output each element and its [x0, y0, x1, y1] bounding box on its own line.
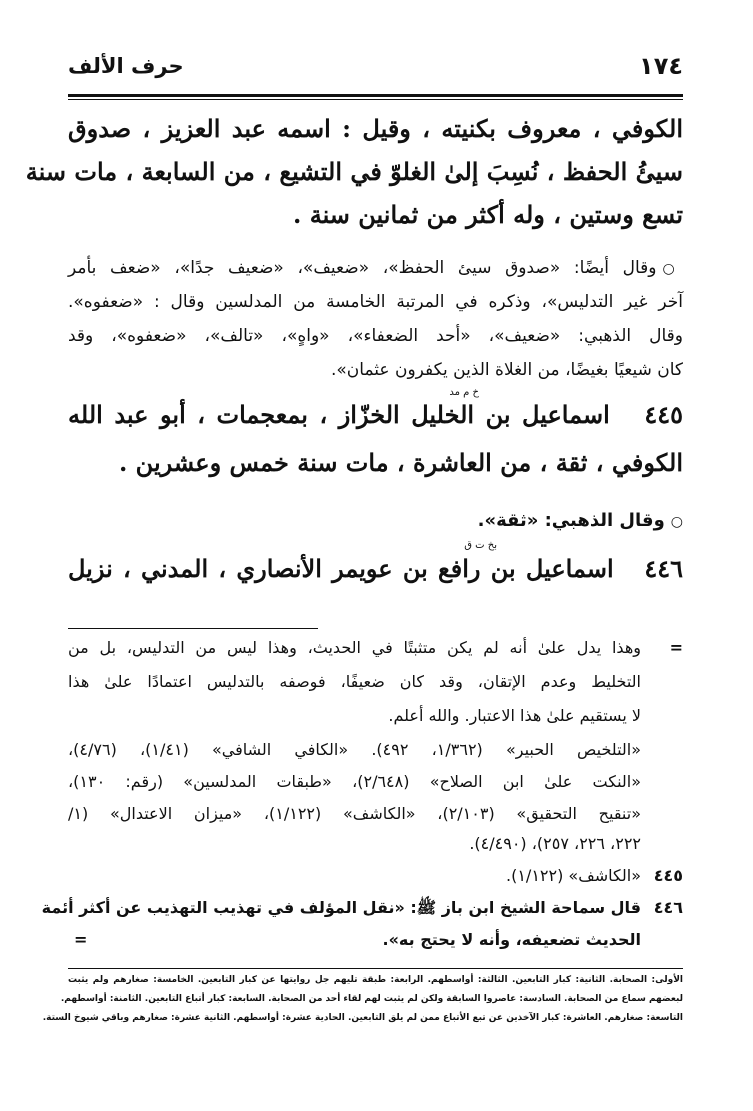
header-rule — [68, 94, 683, 97]
entry-line: تسع وستين ، وله أكثر من ثمانين سنة . — [292, 200, 683, 229]
circle-bullet-icon: ○ — [662, 261, 683, 277]
footnote-label: ٤٤٥ — [653, 866, 683, 885]
note-line: ○وقال أيضًا: «صدوق سيئ الحفظ»، «ضعيف»، «ضعيف جدًا»، «ضعف بأمر — [68, 258, 683, 278]
footnote-separator — [68, 628, 318, 629]
rumuz-symbol: خ م مد — [449, 387, 479, 398]
tabaqat-line: الأولى: الصحابة. الثانية: كبار التابعين. الثالثة: أواسطهم. الرابعة: طبقة تليهم جل روايتها عن كبار التابعين. الخامسة: صغارهم ولم يثبت — [68, 975, 683, 985]
tabaqat-rule — [68, 968, 683, 969]
section-title: حرف الألف — [68, 54, 184, 78]
entry-line — [68, 554, 683, 583]
circle-bullet-icon: ○ — [670, 514, 683, 530]
footnote-label: ٤٤٦ — [653, 898, 683, 917]
note-line: وقال الذهبي: «ضعيف»، «أحد الضعفاء»، «واهٍ»، «تالف»، «ضعفوه»، وقد — [68, 326, 683, 346]
continuation-marker: = — [669, 638, 683, 657]
page-header — [68, 52, 683, 88]
tabaqat-line: التاسعة: صغارهم. العاشرة: كبار الآخذين عن تبع الأتباع ممن لم يلق التابعين. الحادية عشرة: أواسطهم. الثانية عشرة: صغارهم وباقي شيوخ الستة. — [42, 1013, 683, 1023]
continuation-marker: = — [74, 930, 88, 949]
header-rule-thin — [68, 99, 683, 100]
entry-number: ٤٤٦ — [644, 554, 683, 583]
note-line: ○وقال الذهبي: «ثقة». — [477, 510, 683, 531]
note-line: كان شيعيًا بغيضًا، من الغلاة الذين يكفرون عثمان». — [330, 360, 683, 380]
rumuz-symbol: بخ ت ق — [464, 540, 497, 551]
note-line: آخر غير التدليس»، وذكره في المرتبة الخامسة من المدلسين وقال : «ضعفوه». — [68, 292, 683, 312]
page: ١٧٤ حرف الألف الكوفي ، معروف بكنيته ، وقيل : اسمه عبد العزيز ، صدوق سيئُ الحفظ ، نُسِبَ إلىٰ الغلوّ في التشيع ، من السابعة ، مات سنة تسع وستين ، وله أكثر من ثمانين سنة . ○وقال أيضًا: «صدوق سيئ الحفظ»، «ضعيف»، «ضعيف جدًا»، «ضعف بأمر آخر غير التدليس»، وذكره في المرتبة الخامسة من المدلسين وقال : «ضعفوه». وقال الذهبي: «ضعيف»، «أحد الضعفاء»، «واهٍ»، «تالف»، «ضعفوه»، وقد كان شيعيًا بغيضًا، من الغلاة الذين يكفرون عثمان». خ م مد ٤٤٥ اسماعيل بن الخليل الخزّاز ، بمعجمات ، أبو عبد الله الكوفي ، ثقة ، من العاشرة ، مات سنة خمس وعشرين . ○وقال الذهبي: «ثقة». بخ ت ق ٤٤٦ اسماعيل بن رافع بن عويمر الأنصاري ، المدني ، نزيل = وهذا يدل علىٰ أنه لم يكن متثبتًا في الحديث، وهذا ليس من التدليس، بل من التخليط وعدم الإتقان، وقد كان ضعيفًا، فوصفه بالتدليس اعتمادًا علىٰ هذا لا يستقيم علىٰ هذا الاعتبار. والله أعلم. «التلخيص الحبير» (١/٣٦٢، ٤٩٢). «الكافي الشافي» (١/٤١)، (٤/٧٦)، «النكت علىٰ ابن الصلاح» (٢/٦٤٨)، «طبقات المدلسين» (رقم: ١٣٠)، «تنقيح التحقيق» (٢/١٠٣)، «الكاشف» (١/١٢٢)، «ميزان الاعتدال» (١/ ٢٢٢، ٢٢٦، ٢٥٧)، (٤/٤٩٠). ٤٤٥ «الكاشف» (١/١٢٢). ٤٤٦ قال سماحة الشيخ ابن باز ﷺ: «نقل المؤلف في تهذيب التهذيب عن أكثر أئمة الحديث تضعيفه، وأنه لا يحتج به». = الأولى: الصحابة. الثانية: كبار التابعين. الثالثة: أواسطهم. الرابعة: طبقة تليهم جل روايتها عن كبار التابعين. الخامسة: صغارهم ولم يثبت لبعضهم سماع من الصحابة. السادسة: عاصروا السابقة ولكن لم يثبت لهم لقاء أحد من الصحابة. السابعة: كبار أتباع التابعين. الثامنة: أواسطهم. التاسعة: صغارهم. العاشرة: كبار الآخذين عن تبع الأتباع ممن لم يلق التابعين. الحادية عشرة: أواسطهم. الثانية عشرة: صغارهم وباقي شيوخ الستة. — [25, 52, 683, 1023]
entry-line — [68, 400, 683, 429]
entry-line: الكوفي ، ثقة ، من العاشرة ، مات سنة خمس وعشرين . — [118, 448, 683, 477]
page-number: ١٧٤ — [639, 52, 683, 80]
entry-line: سيئُ الحفظ ، نُسِبَ إلىٰ الغلوّ في التشيع ، من السابعة ، مات سنة — [25, 157, 683, 186]
entry-heading: اسماعيل بن الخليل الخزّاز ، بمعجمات ، أبو عبد الله — [68, 400, 610, 429]
entry-heading: اسماعيل بن رافع بن عويمر الأنصاري ، المدني ، نزيل — [68, 554, 614, 583]
tabaqat-line: لبعضهم سماع من الصحابة. السادسة: عاصروا السابقة ولكن لم يثبت لهم لقاء أحد من الصحابة. السابعة: كبار أتباع التابعين. الثامنة: أواسطهم. — [60, 994, 683, 1004]
entry-number: ٤٤٥ — [644, 400, 683, 429]
entry-line: الكوفي ، معروف بكنيته ، وقيل : اسمه عبد العزيز ، صدوق — [68, 114, 683, 143]
